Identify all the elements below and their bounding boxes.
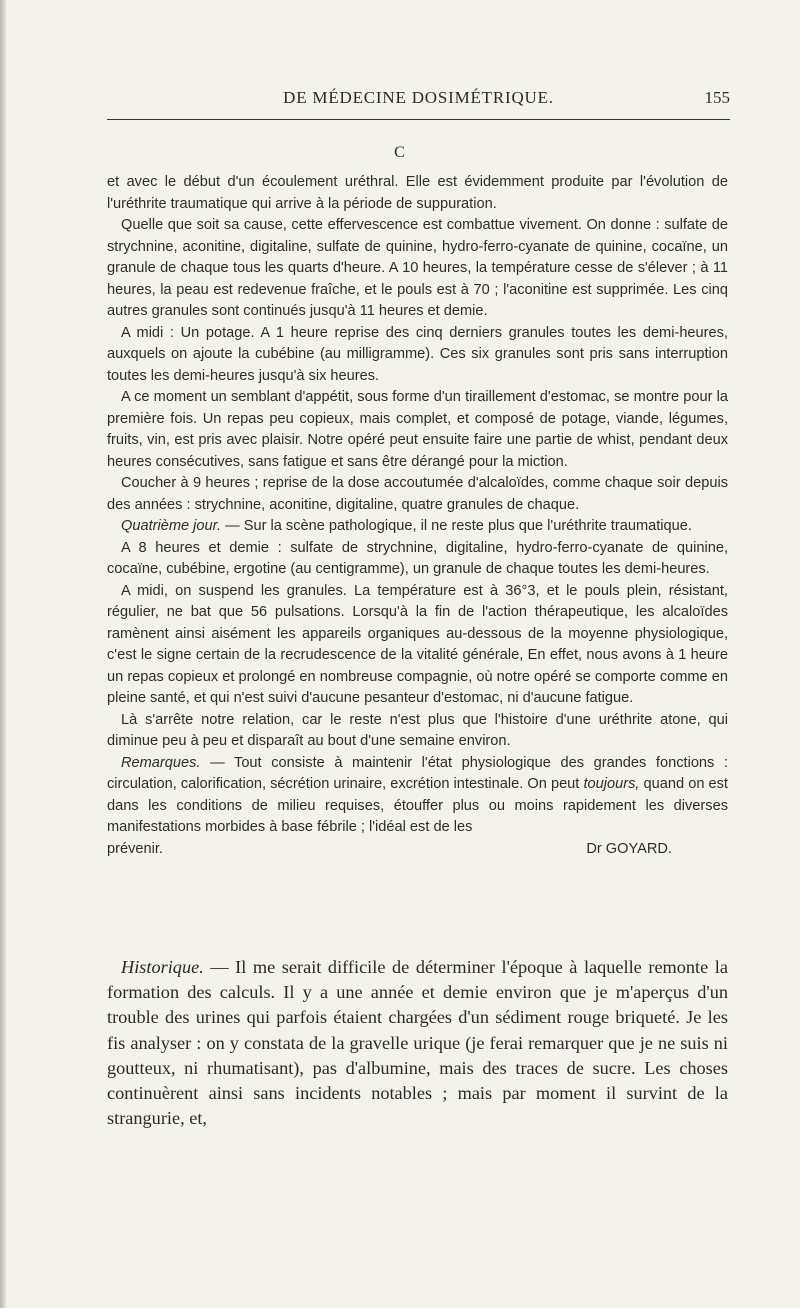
paragraph-text: — Sur la scène pathologique, il ne reste plus que l'uréthrite traumatique. — [221, 518, 692, 534]
running-title: DE MÉDECINE DOSIMÉTRIQUE. — [283, 88, 554, 107]
paragraph: A ce moment un semblant d'appétit, sous forme d'un tiraillement d'estomac, se montre pour la première fois. Un repas peu copieux, mais complet, et composé de potage, viande, légumes, fruits, vin, est pris avec plaisir. Notre opéré peut ensuite faire une partie de whist, pendant deux heures consécutives, sans fatigue et sans être dérangé pour la miction. — [107, 389, 728, 470]
paragraph — [107, 516, 728, 538]
paragraph: Quelle que soit sa cause, cette effervescence est combattue vivement. On donne : sulfate de strychnine, aconitine, digitaline, sulfate de quinine, hydro-ferro-cyanate de quinine, cocaïne, un granule de chaque tous les quarts d'heure. A 10 heures, la température cesse de s'élever ; à 11 heures, la peau est redevenue fraîche, et le pouls est à 70 ; l'aconitine est supprimée. Les cinq autres granules sont continués jusqu'à 11 heures et demie. — [107, 217, 728, 319]
paragraph-text: — Tout consiste à maintenir l'état physiologique des grandes fonctions : circulation, calorification, sécrétion urinaire, excrétion intestinale. On peut — [107, 754, 728, 792]
signature-line — [107, 839, 728, 861]
signature-mark: C — [394, 144, 406, 161]
paragraph-end: prévenir. — [107, 840, 163, 857]
paragraph: A midi : Un potage. A 1 heure reprise des cinq derniers granules toutes les demi-heures, auxquels on ajoute la cubébine (au milligramme). Ces six granules sont pris sans interruption toutes les demi-heures jusqu'à six heures. — [107, 324, 728, 384]
day-heading: Quatrième jour. — [121, 518, 222, 534]
emphasis: toujours, — [583, 776, 640, 792]
paragraph: A midi, on suspend les granules. La température est à 36°3, et le pouls plein, résistant, régulier, ne bat que 56 pulsations. Lorsqu'à la fin de l'action thérapeutique, les alcaloïdes ramènent ainsi aisément les appareils organiques au-dessous de la moyenne physiologique, c'est le signe certain de la recrudescence de la vitalité générale, En effet, nous avons à 1 heure un repas copieux et prolongé en nombreuse compagnie, où notre opéré se comporte comme en pleine santé, et qui n'est suivi d'aucune pesanteur d'estomac, ni d'aucune fatigue. — [107, 582, 728, 706]
historique-heading: Historique. — [121, 957, 204, 977]
author-signature: Dr GOYARD. — [586, 840, 672, 857]
remarks-heading: Remarques. — [121, 754, 201, 771]
paragraph — [107, 955, 728, 1131]
paragraph-text: quand on est dans les conditions de milieu requises, étouffer plus ou moins rapidement les diverses manifestations morbides à base fébrile ; l'idéal est de les — [107, 776, 728, 835]
page-number: 155 — [704, 88, 730, 107]
paragraph-text: — Il me serait difficile de déterminer l'époque à laquelle remonte la formation des calculs. Il y a une année et demie environ que je m'aperçus d'un trouble des urines qui parfois étaient chargées d'un sédiment rouge briqueté. Je les fis analyser : on y constata de la gravelle urique (je ferai remarquer que je ne suis ni goutteux, ni rhumatisant), pas d'albumine, mais des traces de sucre. Les choses continuèrent ainsi sans incidents notables ; mais par moment il survint de la strangurie, et, — [107, 957, 728, 1129]
paragraph: et avec le début d'un écoulement uréthral. Elle est évidemment produite par l'évolution de l'uréthrite traumatique qui arrive à la période de suppuration. — [107, 174, 728, 212]
paragraph — [107, 753, 728, 839]
paragraph: Coucher à 9 heures ; reprise de la dose accoutumée d'alcaloïdes, comme chaque soir depuis des années : strychnine, aconitine, digitaline, quatre granules de chaque. — [107, 475, 728, 513]
section-case-report — [107, 172, 728, 860]
paragraph: A 8 heures et demie : sulfate de strychnine, digitaline, hydro-ferro-cyanate de quinine, cocaïne, cubébine, ergotine (au centigramme), un granule de chaque toutes les demi-heures. — [107, 539, 728, 577]
running-head — [107, 88, 730, 114]
header-rule — [107, 119, 730, 120]
section-historique — [107, 955, 728, 1131]
page-edge — [0, 0, 6, 1308]
paragraph: Là s'arrête notre relation, car le reste n'est plus que l'histoire d'une uréthrite atone, qui diminue peu à peu et disparaît au bout d'une semaine environ. — [107, 711, 728, 749]
